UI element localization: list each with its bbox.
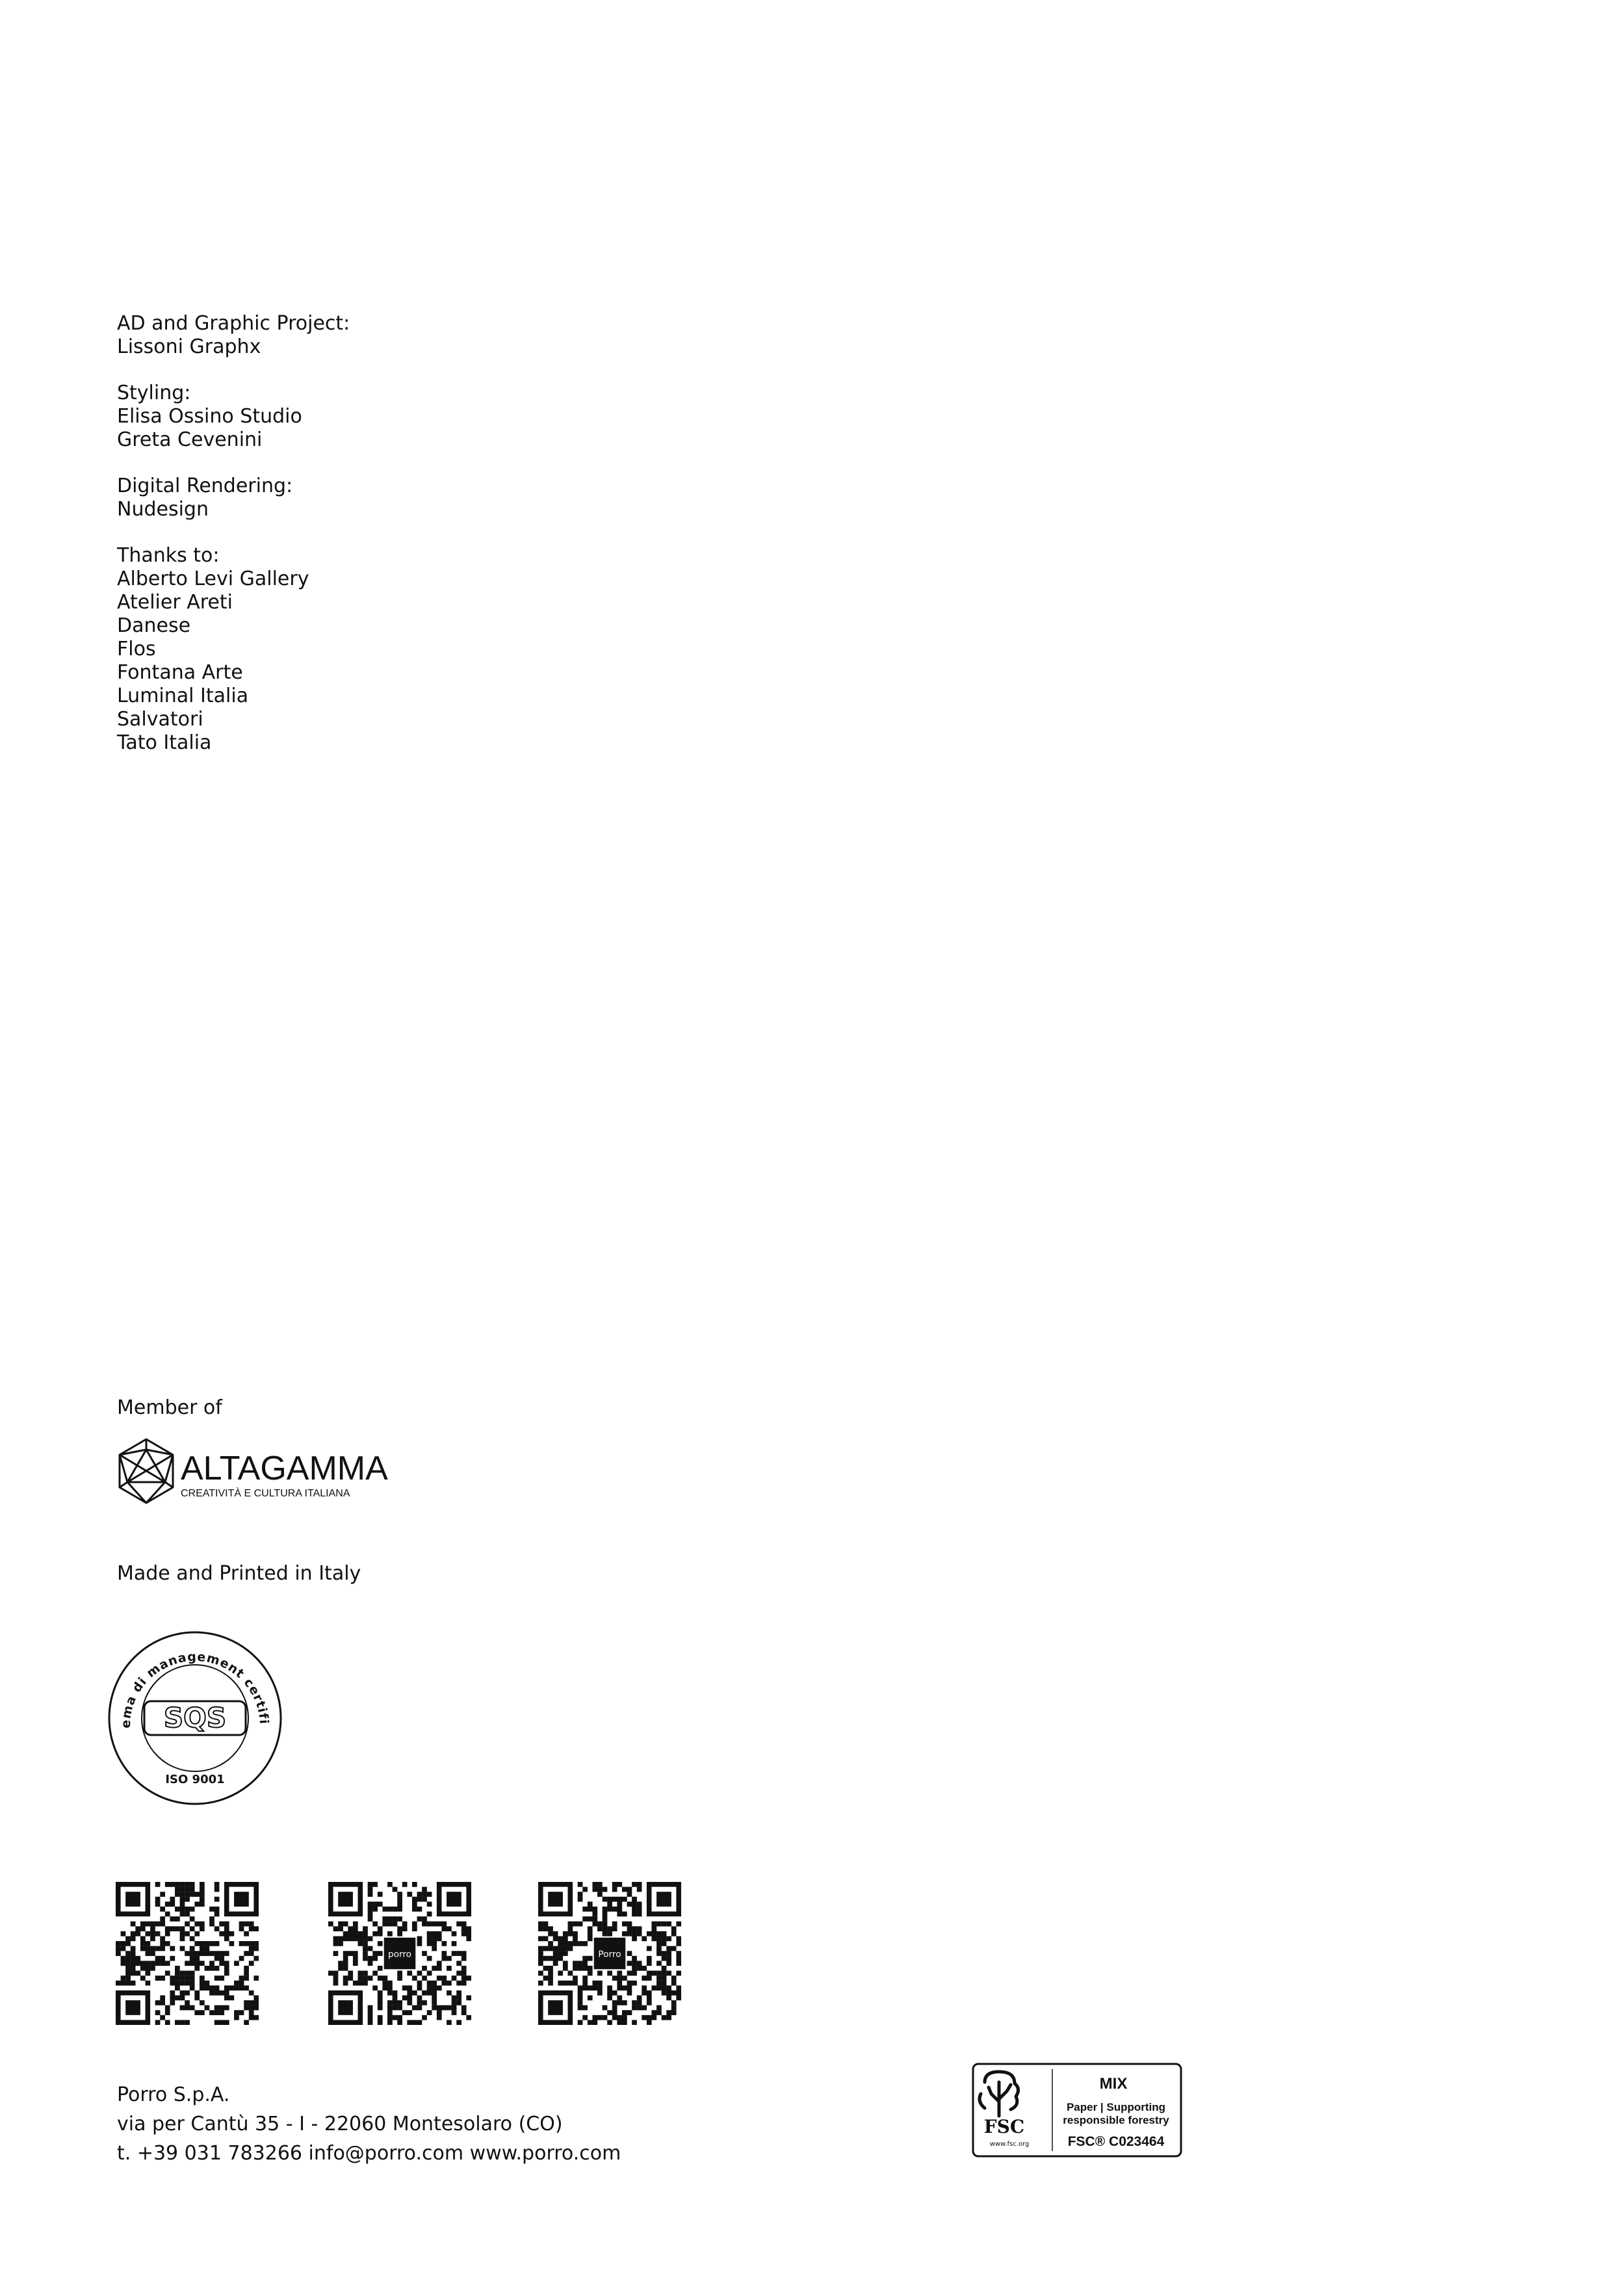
polyhedron-icon — [116, 1437, 402, 1508]
credit-heading: Digital Rendering: — [117, 475, 293, 497]
credits-block — [117, 312, 350, 777]
credit-heading: AD and Graphic Project: — [117, 312, 350, 335]
altagamma-tagline: CREATIVITÀ E CULTURA ITALIANA — [181, 1488, 350, 1499]
credit-group-graphic — [117, 312, 350, 359]
qr-center-label: Porro — [598, 1949, 621, 1960]
credit-name: Nudesign — [117, 498, 209, 521]
sqs-arc-text: ema di management certifi — [118, 1649, 272, 1729]
credit-heading: Styling: — [117, 382, 191, 404]
credit-name: Flos — [117, 638, 156, 660]
credit-name: Alberto Levi Gallery — [117, 567, 309, 590]
fsc-brand: FSC — [983, 2116, 1025, 2137]
made-in-italy: Made and Printed in Italy — [117, 1562, 361, 1585]
credit-name: Elisa Ossino Studio — [117, 405, 302, 428]
fsc-line2: responsible forestry — [1063, 2114, 1169, 2126]
credit-name: Luminal Italia — [117, 685, 249, 707]
fsc-url: www.fsc.org — [989, 2141, 1030, 2148]
iso-label: ISO 9001 — [165, 1773, 225, 1786]
sqs-seal-icon — [105, 1628, 285, 1808]
altagamma-logo — [116, 1437, 402, 1508]
fsc-line1: Paper | Supporting — [1066, 2101, 1166, 2113]
credit-group-rendering — [117, 475, 350, 521]
fsc-mix: MIX — [1099, 2075, 1128, 2093]
member-of-label: Member of — [117, 1396, 222, 1419]
qr-code-icon — [328, 1882, 471, 2025]
credit-group-thanks — [117, 544, 350, 755]
altagamma-wordmark: ALTAGAMMA — [181, 1450, 388, 1487]
fsc-code: FSC® C023464 — [1067, 2134, 1165, 2149]
credit-group-styling — [117, 382, 350, 452]
credit-name: Fontana Arte — [117, 661, 243, 684]
company-name: Porro S.p.A. — [117, 2083, 230, 2106]
credit-name: Salvatori — [117, 708, 203, 731]
company-address: via per Cantù 35 - I - 22060 Montesolaro (CO) — [117, 2113, 563, 2135]
credit-heading: Thanks to: — [117, 544, 220, 567]
qr-code-3[interactable] — [538, 1882, 681, 2025]
qr-code-2[interactable] — [328, 1882, 471, 2025]
qr-center-label: porro — [387, 1949, 412, 1960]
sqs-mark: SQS — [163, 1702, 227, 1734]
qr-code-1[interactable] — [116, 1882, 259, 2025]
credit-name: Lissoni Graphx — [117, 335, 261, 358]
qr-code-icon — [538, 1882, 681, 2025]
credit-name: Tato Italia — [117, 731, 212, 754]
credit-name: Greta Cevenini — [117, 428, 263, 451]
fsc-label — [972, 2063, 1182, 2158]
sqs-certification-seal — [105, 1628, 285, 1808]
company-contacts[interactable]: t. +39 031 783266 info@porro.com www.porro.com — [117, 2142, 621, 2165]
qr-code-icon — [116, 1882, 259, 2025]
credit-name: Danese — [117, 614, 191, 637]
credit-name: Atelier Areti — [117, 591, 233, 614]
company-address-block — [117, 2080, 621, 2168]
